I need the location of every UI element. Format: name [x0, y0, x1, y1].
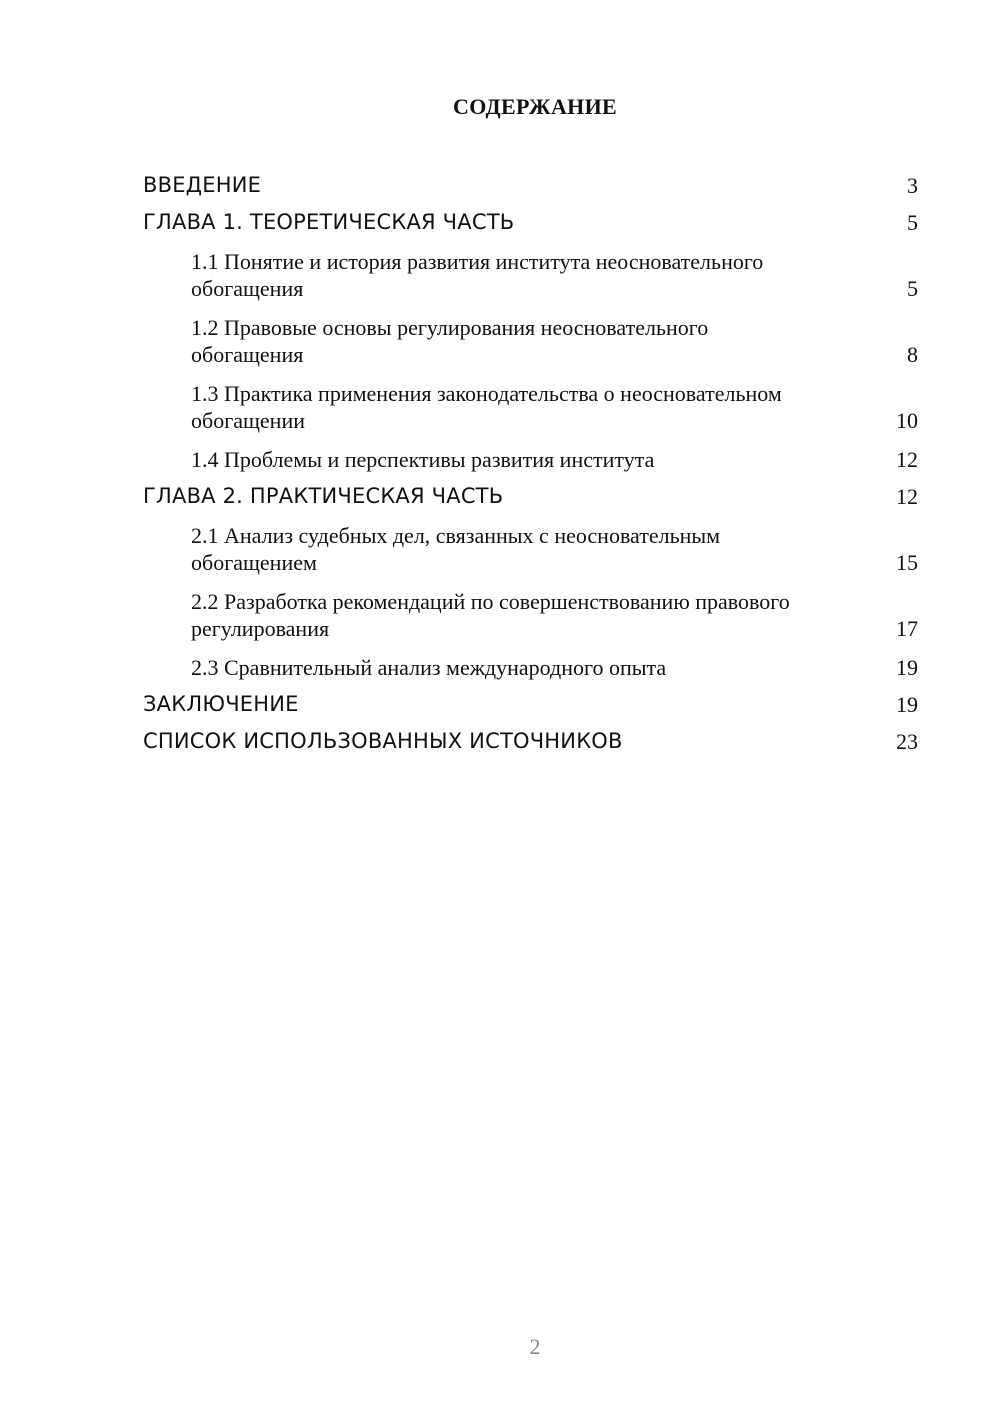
toc-entry-label: ГЛАВА 2. ПРАКТИЧЕСКАЯ ЧАСТЬ [143, 484, 504, 508]
toc-entry-page: 17 [896, 616, 918, 641]
toc-entry-section-1-1[interactable] [143, 242, 918, 308]
toc-entry-page: 10 [896, 408, 918, 433]
toc-entry-page: 8 [907, 342, 918, 367]
toc-entry-section-1-3[interactable] [143, 374, 918, 440]
toc-entry-page: 23 [896, 729, 918, 754]
toc-entry-label: ЗАКЛЮЧЕНИЕ [143, 692, 299, 716]
toc-entry-page: 5 [907, 210, 918, 235]
toc-entry-page: 19 [896, 692, 918, 717]
table-of-contents [143, 168, 918, 761]
toc-entry-label: ГЛАВА 1. ТЕОРЕТИЧЕСКАЯ ЧАСТЬ [143, 210, 515, 234]
toc-entry-section-1-2[interactable] [143, 308, 918, 374]
toc-entry-page: 19 [896, 655, 918, 680]
toc-entry-section-1-4[interactable] [143, 440, 918, 479]
toc-entry-page: 3 [907, 173, 918, 198]
toc-entry-label: 2.3 Сравнительный анализ международного опыта [191, 655, 667, 680]
toc-entry-introduction[interactable] [143, 168, 918, 205]
toc-entry-label: 2.1 Анализ судебных дел, связанных с неосновательным обогащением [191, 523, 721, 575]
toc-entry-page: 5 [907, 276, 918, 301]
toc-entry-page: 15 [896, 550, 918, 575]
toc-entry-label: 1.3 Практика применения законодательства о неосновательном обогащении [191, 381, 782, 433]
toc-entry-page: 12 [896, 447, 918, 472]
toc-entry-section-2-3[interactable] [143, 648, 918, 687]
toc-entry-section-2-1[interactable] [143, 516, 918, 582]
toc-entry-label: ВВЕДЕНИЕ [143, 173, 262, 197]
toc-entry-chapter-2[interactable] [143, 479, 918, 516]
toc-entry-label: 2.2 Разработка рекомендаций по совершенствованию правового регулирования [191, 589, 790, 641]
toc-entry-label: 1.1 Понятие и история развития института неосновательного обогащения [191, 249, 764, 301]
toc-entry-label: СПИСОК ИСПОЛЬЗОВАННЫХ ИСТОЧНИКОВ [143, 729, 623, 753]
toc-entry-conclusion[interactable] [143, 687, 918, 724]
toc-entry-label: 1.4 Проблемы и перспективы развития института [191, 447, 655, 472]
toc-entry-section-2-2[interactable] [143, 582, 918, 648]
page-number: 2 [529, 1334, 541, 1359]
toc-entry-chapter-1[interactable] [143, 205, 918, 242]
toc-entry-page: 12 [896, 484, 918, 509]
toc-entry-references[interactable] [143, 724, 918, 761]
toc-entry-label: 1.2 Правовые основы регулирования неосновательного обогащения [191, 315, 709, 367]
page-title: СОДЕРЖАНИЕ [453, 94, 617, 119]
